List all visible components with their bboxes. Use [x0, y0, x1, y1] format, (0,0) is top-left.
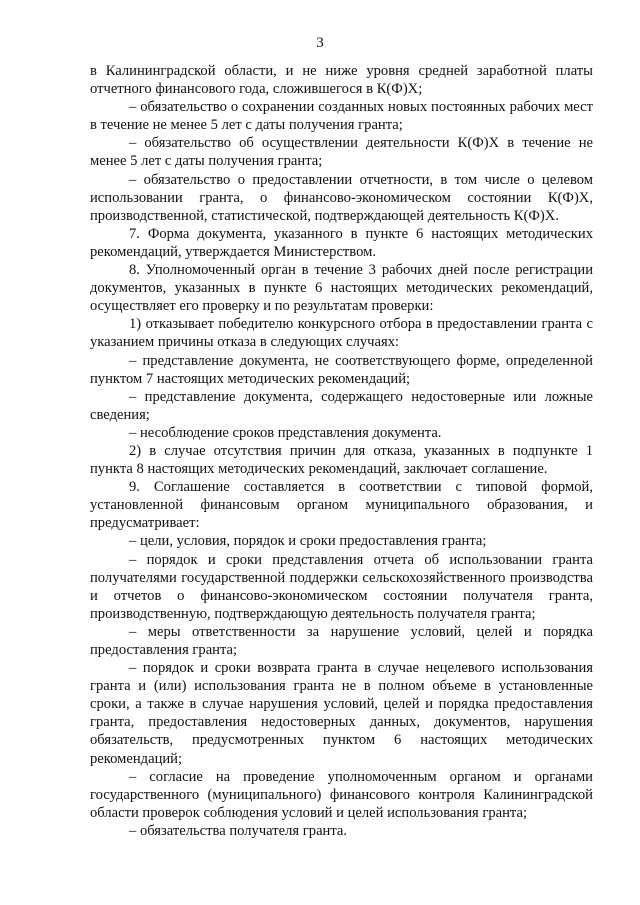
- list-item: – представление документа, не соответствующего форме, определенной пунктом 7 настоящих методических рекомендаций;: [90, 352, 593, 387]
- list-item: – обязательство об осуществлении деятельности К(Ф)Х в течение не менее 5 лет с даты получения гранта;: [90, 135, 593, 170]
- document-body: [90, 62, 593, 840]
- paragraph-item-9: 9. Соглашение составляется в соответствии с типовой формой, установленной финансовым органом муниципального образования, и предусматривает:: [90, 479, 593, 532]
- list-item: – обязательство о предоставлении отчетности, в том числе о целевом использовании гранта, о финансово-экономическом состоянии К(Ф)Х, производственной, статистической, подтверждающей деятельность К(Ф)Х.: [90, 171, 593, 224]
- list-item: – несоблюдение сроков представления документа.: [129, 424, 442, 441]
- page-number: 3: [316, 35, 324, 51]
- subparagraph-1: 1) отказывает победителю конкурсного отбора в предоставлении гранта с указанием причины отказа в следующих случаях:: [90, 316, 593, 351]
- list-item: – порядок и сроки представления отчета об использовании гранта получателями государственной поддержки сельскохозяйственного производства и отчетов о финансово-экономическом состоянии получателя гранта, производственную, подтверждающую деятельность получателя гранта;: [90, 551, 593, 622]
- list-item: – представление документа, содержащего недостоверные или ложные сведения;: [90, 388, 593, 423]
- paragraph-item-8: 8. Уполномоченный орган в течение 3 рабочих дней после регистрации документов, указанных в пункте 6 настоящих методических рекомендаций, осуществляет его проверку и по результатам проверки:: [90, 262, 593, 315]
- list-item: – обязательство о сохранении созданных новых постоянных рабочих мест в течение не менее 5 лет с даты получения гранта;: [90, 99, 593, 134]
- subparagraph-2: 2) в случае отсутствия причин для отказа, указанных в подпункте 1 пункта 8 настоящих методических рекомендаций, заключает соглашение.: [90, 442, 593, 478]
- list-item: – цели, условия, порядок и сроки предоставления гранта;: [129, 533, 487, 550]
- paragraph-item-7: 7. Форма документа, указанного в пункте 6 настоящих методических рекомендаций, утверждается Министерством.: [90, 225, 593, 260]
- list-item: – порядок и сроки возврата гранта в случае нецелевого использования гранта и (или) использования гранта не в полном объеме в установленные сроки, а также в случае нарушения условий, целей и порядка предоставления гранта, предоставления недостоверных данных, документов, нарушения обязательств, предусмотренных пунктом 6 настоящих методических рекомендаций;: [90, 660, 593, 767]
- list-item: – меры ответственности за нарушение условий, целей и порядка предоставления гранта;: [90, 623, 593, 658]
- list-item: – обязательства получателя гранта.: [129, 822, 348, 839]
- list-item: – согласие на проведение уполномоченным органом и органами государственного (муниципального) финансового контроля Калининградской области проверок соблюдения условий и целей использования гранта;: [90, 768, 593, 821]
- paragraph-continuation: в Калининградской области, и не ниже уровня средней заработной платы отчетного финансового года, сложившегося в К(Ф)Х;: [90, 63, 593, 98]
